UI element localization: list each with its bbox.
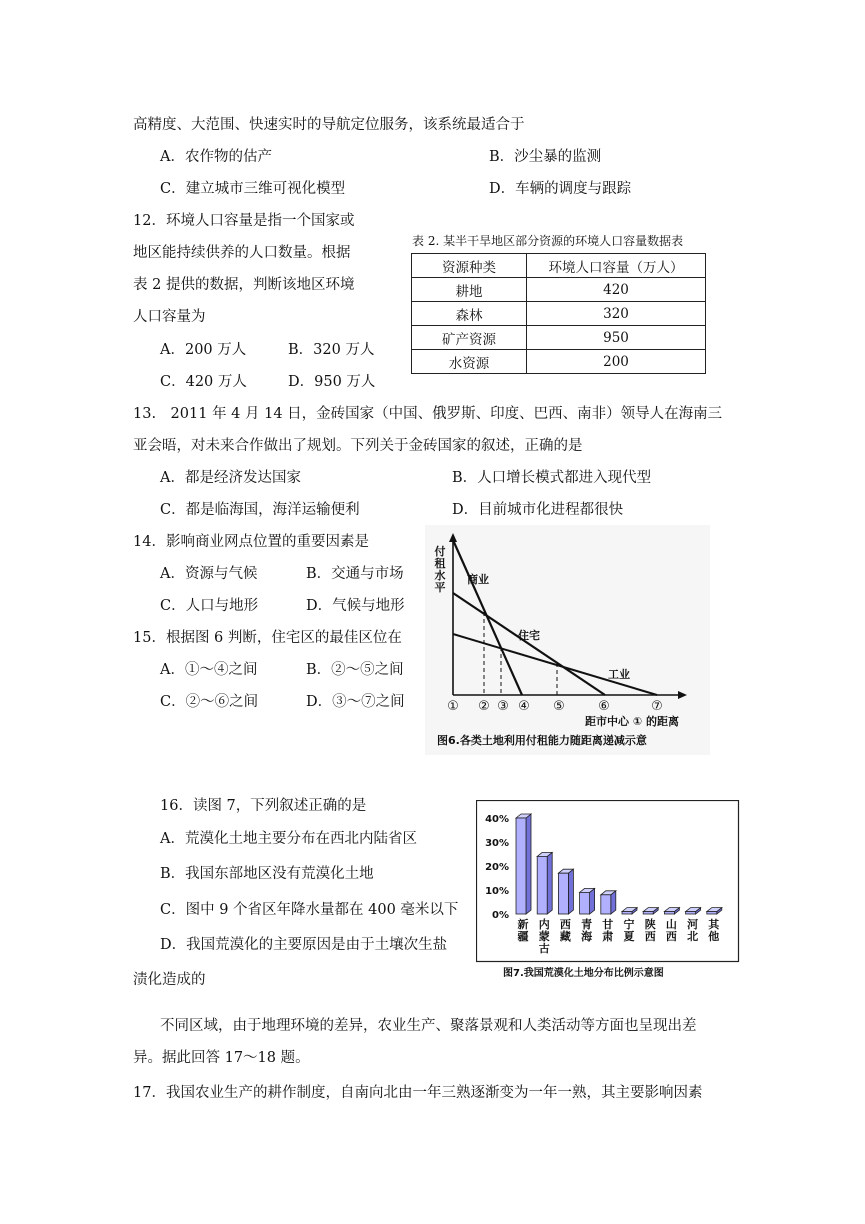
q11-option-b: B．沙尘暴的监测 [489, 149, 602, 165]
fig7-bar [558, 869, 573, 914]
q16-option-c: C．图中 9 个省区年降水量都在 400 毫米以下 [160, 902, 459, 918]
fig7-category-label: 甘 [602, 918, 614, 931]
fig7-category-label: 疆 [517, 930, 529, 943]
q12-line-2: 地区能持续供养的人口数量。根据 [133, 245, 351, 261]
q12-option-c: C．420 万人 [160, 374, 247, 390]
fig7-y-tick-label: 10% [485, 886, 509, 897]
q12-option-d: D．950 万人 [288, 374, 376, 390]
fig7-category-label: 北 [687, 930, 699, 943]
fig7-category-label: 宁 [623, 918, 635, 931]
fig7-y-tick-label: 0% [492, 910, 509, 921]
table-cell: 320 [527, 302, 706, 326]
fig7-category-label: 古 [538, 942, 550, 955]
figure-6-bid-rent-diagram [425, 525, 710, 755]
fig6-tick-label: ⑥ [598, 699, 610, 714]
q11-option-d: D．车辆的调度与跟踪 [489, 181, 632, 197]
table-cell: 420 [527, 278, 706, 302]
fig7-category-label: 青 [581, 918, 593, 931]
q13-line-1: 13. 2011 年 4 月 14 日，金砖国家（中国、俄罗斯、印度、巴西、南非）领导人在海南三 [133, 406, 723, 422]
commerce-label: 商业 [467, 573, 489, 586]
fig6-tick-label: ② [478, 699, 490, 714]
q16-stem: 16．读图 7，下列叙述正确的是 [160, 798, 367, 814]
fig6-ylabel-char: 租 [434, 557, 446, 570]
fig6-tick-label: ① [447, 699, 459, 714]
fig7-category-label: 河 [687, 918, 699, 931]
q13-option-d: D．目前城市化进程都很快 [452, 502, 624, 518]
q15-option-d: D．③～⑦之间 [306, 694, 405, 710]
fig7-bar [601, 891, 616, 914]
q15-stem: 15．根据图 6 判断，住宅区的最佳区位在 [133, 630, 402, 646]
fig6-tick-label: ⑤ [553, 699, 565, 714]
table-header-cell: 资源种类 [412, 254, 527, 278]
table-row [412, 302, 706, 326]
q13-option-c: C．都是临海国，海洋运输便利 [160, 502, 360, 518]
intro-line-2: 异。据此回答 17～18 题。 [133, 1050, 310, 1066]
fig7-y-tick-label: 30% [485, 838, 509, 849]
fig7-category-label: 陕 [644, 918, 656, 931]
fig7-caption: 图7.我国荒漠化土地分布比例示意图 [503, 968, 664, 979]
table-row [412, 278, 706, 302]
fig7-bar [580, 888, 595, 914]
q16-option-a: A．荒漠化土地主要分布在西北内陆省区 [160, 831, 417, 847]
fig6-x-axis-label: 距市中心 ① 的距离 [585, 715, 679, 728]
fig7-bar [516, 814, 531, 914]
q11-stem: 高精度、大范围、快速实时的导航定位服务，该系统最适合于 [133, 117, 525, 133]
q12-option-a: A．200 万人 [160, 342, 247, 358]
fig7-category-label: 新 [517, 918, 529, 931]
fig7-bar [537, 852, 552, 914]
fig7-category-label: 夏 [623, 930, 635, 943]
population-capacity-table [411, 253, 706, 374]
fig7-category-label: 海 [581, 930, 593, 943]
q11-option-a: A．农作物的估产 [160, 149, 272, 165]
fig7-category-label: 他 [708, 930, 720, 943]
q13-option-a: A．都是经济发达国家 [160, 470, 301, 486]
fig7-category-label: 藏 [559, 930, 571, 943]
intro-line-1: 不同区域，由于地理环境的差异，农业生产、聚落景观和人类活动等方面也呈现出差 [160, 1018, 697, 1034]
fig7-category-label: 西 [559, 918, 571, 931]
q13-line-2: 亚会晤，对未来合作做出了规划。下列关于金砖国家的叙述，正确的是 [133, 438, 583, 454]
table-cell: 矿产资源 [412, 326, 527, 350]
q14-option-b: B．交通与市场 [306, 566, 404, 582]
fig6-ylabel-char: 水 [434, 569, 446, 582]
q11-option-c: C．建立城市三维可视化模型 [160, 181, 346, 197]
fig7-category-label: 西 [644, 930, 656, 943]
fig7-category-label: 蒙 [538, 930, 550, 943]
q15-option-b: B．②～⑤之间 [306, 662, 404, 678]
fig7-category-label: 内 [538, 918, 550, 931]
table-cell: 950 [527, 326, 706, 350]
fig6-caption: 图6.各类土地利用付租能力随距离递减示意 [437, 734, 647, 747]
q14-option-c: C．人口与地形 [160, 598, 259, 614]
q16-option-b: B．我国东部地区没有荒漠化土地 [160, 866, 374, 882]
industry-label: 工业 [608, 668, 630, 681]
table-row [412, 350, 706, 374]
q14-stem: 14．影响商业网点位置的重要因素是 [133, 534, 369, 550]
q12-line-3: 表 2 提供的数据，判断该地区环境 [133, 277, 355, 293]
fig7-category-label: 山 [665, 918, 677, 931]
table-header-row [412, 254, 706, 278]
fig7-category-label: 其 [708, 918, 720, 931]
q12-line-4: 人口容量为 [133, 309, 206, 325]
q12-option-b: B．320 万人 [288, 342, 375, 358]
fig6-tick-label: ④ [518, 699, 530, 714]
table-cell: 200 [527, 350, 706, 374]
fig7-y-tick-label: 20% [485, 862, 509, 873]
fig7-category-label: 肃 [602, 930, 614, 943]
q16-option-d: D．我国荒漠化的主要原因是由于土壤次生盐 [160, 937, 448, 953]
q12-line-1: 12．环境人口容量是指一个国家或 [133, 213, 355, 229]
table-header-cell: 环境人口容量（万人） [527, 254, 706, 278]
q14-option-d: D．气候与地形 [306, 598, 405, 614]
fig6-ylabel-char: 付 [434, 545, 446, 558]
q16-option-d-tail: 渍化造成的 [133, 972, 206, 988]
residential-label: 住宅 [518, 629, 540, 642]
fig7-y-tick-label: 40% [485, 814, 509, 825]
table-cell: 耕地 [412, 278, 527, 302]
q15-option-c: C．②～⑥之间 [160, 694, 259, 710]
q14-option-a: A．资源与气候 [160, 566, 258, 582]
table-2-caption: 表 2. 某半干旱地区部分资源的环境人口容量数据表 [412, 234, 684, 248]
fig6-ylabel-char: 平 [434, 581, 446, 594]
q15-option-a: A．①～④之间 [160, 662, 258, 678]
table-row [412, 326, 706, 350]
q13-option-b: B．人口增长模式都进入现代型 [452, 470, 652, 486]
fig7-category-label: 西 [665, 930, 677, 943]
table-cell: 水资源 [412, 350, 527, 374]
q17-stem: 17．我国农业生产的耕作制度，自南向北由一年三熟逐渐变为一年一熟，其主要影响因素 [133, 1085, 703, 1101]
figure-7-desertification-chart [476, 800, 768, 985]
table-cell: 森林 [412, 302, 527, 326]
fig6-tick-label: ③ [497, 699, 509, 714]
fig6-tick-label: ⑦ [651, 699, 663, 714]
